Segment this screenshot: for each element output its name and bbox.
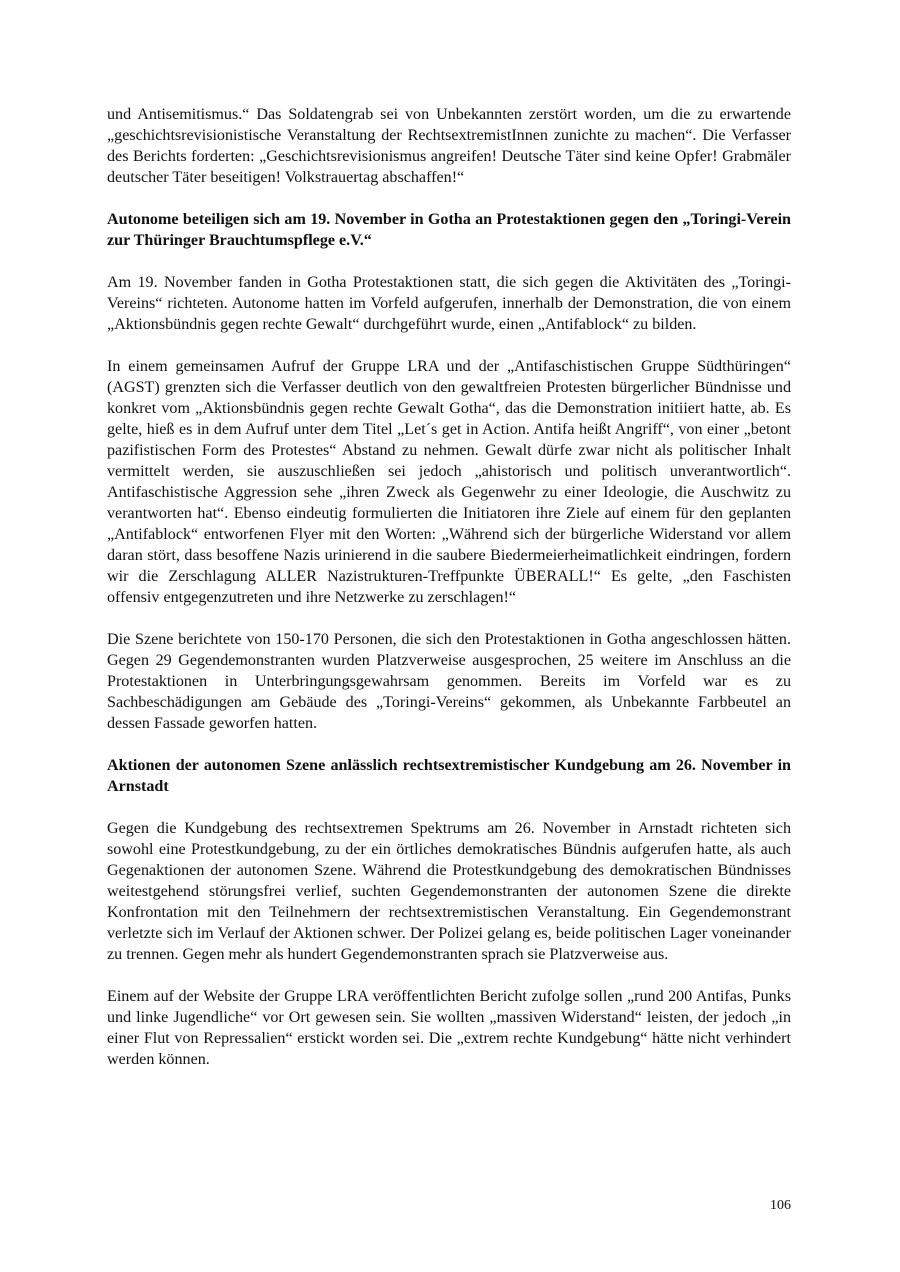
paragraph: Am 19. November fanden in Gotha Protestaktionen statt, die sich gegen die Aktivitäten des „Toringi-Vereins“ richteten. Autonome hatten im Vorfeld aufgerufen, innerhalb der Demonstration, die von einem „Aktionsbündnis gegen rechte Gewalt“ durchgeführt wurde, einen „Antifablock“ zu bilden. <box>107 274 791 333</box>
section-heading: Aktionen der autonomen Szene anlässlich rechtsextremistischer Kundgebung am 26. November in Arnstadt <box>107 757 791 795</box>
paragraph: Die Szene berichtete von 150-170 Personen, die sich den Protestaktionen in Gotha angeschlossen hätten. Gegen 29 Gegendemonstranten wurden Platzverweise ausgesprochen, 25 weitere im Anschluss an die Protestaktionen in Unterbringungsgewahrsam genommen. Bereits im Vorfeld war es zu Sachbeschädigungen am Gebäude des „Toringi-Vereins“ gekommen, als Unbekannte Farbbeutel an dessen Fassade geworfen hatten. <box>107 631 791 732</box>
paragraph: und Antisemitismus.“ Das Soldatengrab sei von Unbekannten zerstört worden, um die zu erwartende „geschichtsrevisionistische Veranstaltung der RechtsextremistInnen zunichte zu machen“. Die Verfasser des Berichts forderten: „Geschichtsrevisionismus angreifen! Deutsche Täter sind keine Opfer! Grabmäler deutscher Täter beseitigen! Volkstrauertag abschaffen!“ <box>107 106 791 186</box>
page-number: 106 <box>770 1198 791 1213</box>
paragraph: Einem auf der Website der Gruppe LRA veröffentlichten Bericht zufolge sollen „rund 200 Antifas, Punks und linke Jugendliche“ vor Ort gewesen sein. Sie wollten „massiven Widerstand“ leisten, der jedoch „in einer Flut von Repressalien“ erstickt worden sei. Die „extrem rechte Kundgebung“ hätte nicht verhindert werden können. <box>107 988 791 1068</box>
section-heading: Autonome beteiligen sich am 19. November in Gotha an Protestaktionen gegen den „Toringi-Verein zur Thüringer Brauchtumspflege e.V.“ <box>107 211 791 249</box>
document-body <box>107 104 791 1091</box>
paragraph: In einem gemeinsamen Aufruf der Gruppe LRA und der „Antifaschistischen Gruppe Südthüringen“ (AGST) grenzten sich die Verfasser deutlich von den gewaltfreien Protesten bürgerlicher Bündnisse und konkret vom „Aktionsbündnis gegen rechte Gewalt Gotha“, das die Demonstration initiiert hatte, ab. Es gelte, hieß es in dem Aufruf unter dem Titel „Let´s get in Action. Antifa heißt Angriff“, von einer „betont pazifistischen Form des Protestes“ Abstand zu nehmen. Gewalt dürfe zwar nicht als politischer Inhalt vermittelt werden, sie auszuschließen sei jedoch „ahistorisch und politisch unverantwortlich“. Antifaschistische Aggression sehe „ihren Zweck als Gegenwehr zu einer Ideologie, die Auschwitz zu verantworten hat“. Ebenso eindeutig formulierten die Initiatoren ihre Ziele auf einem für den geplanten „Antifablock“ entworfenen Flyer mit den Worten: „Während sich der bürgerliche Widerstand vor allem daran stört, dass besoffene Nazis urinierend in die saubere Biedermeierheimatlichkeit eindringen, fordern wir die Zerschlagung ALLER Nazistrukturen-Treffpunkte ÜBERALL!“ Es gelte, „den Faschisten offensiv entgegenzutreten und ihre Netzwerke zu zerschlagen!“ <box>107 358 791 606</box>
paragraph: Gegen die Kundgebung des rechtsextremen Spektrums am 26. November in Arnstadt richteten sich sowohl eine Protestkundgebung, zu der ein örtliches demokratisches Bündnis aufgerufen hatte, als auch Gegenaktionen der autonomen Szene. Während die Protestkundgebung des demokratischen Bündnisses weitestgehend störungsfrei verlief, suchten Gegendemonstranten der autonomen Szene die direkte Konfrontation mit den Teilnehmern der rechtsextremistischen Veranstaltung. Ein Gegendemonstrant verletzte sich im Verlauf der Aktionen schwer. Der Polizei gelang es, beide politischen Lager voneinander zu trennen. Gegen mehr als hundert Gegendemonstranten sprach sie Platzverweise aus. <box>107 820 791 963</box>
